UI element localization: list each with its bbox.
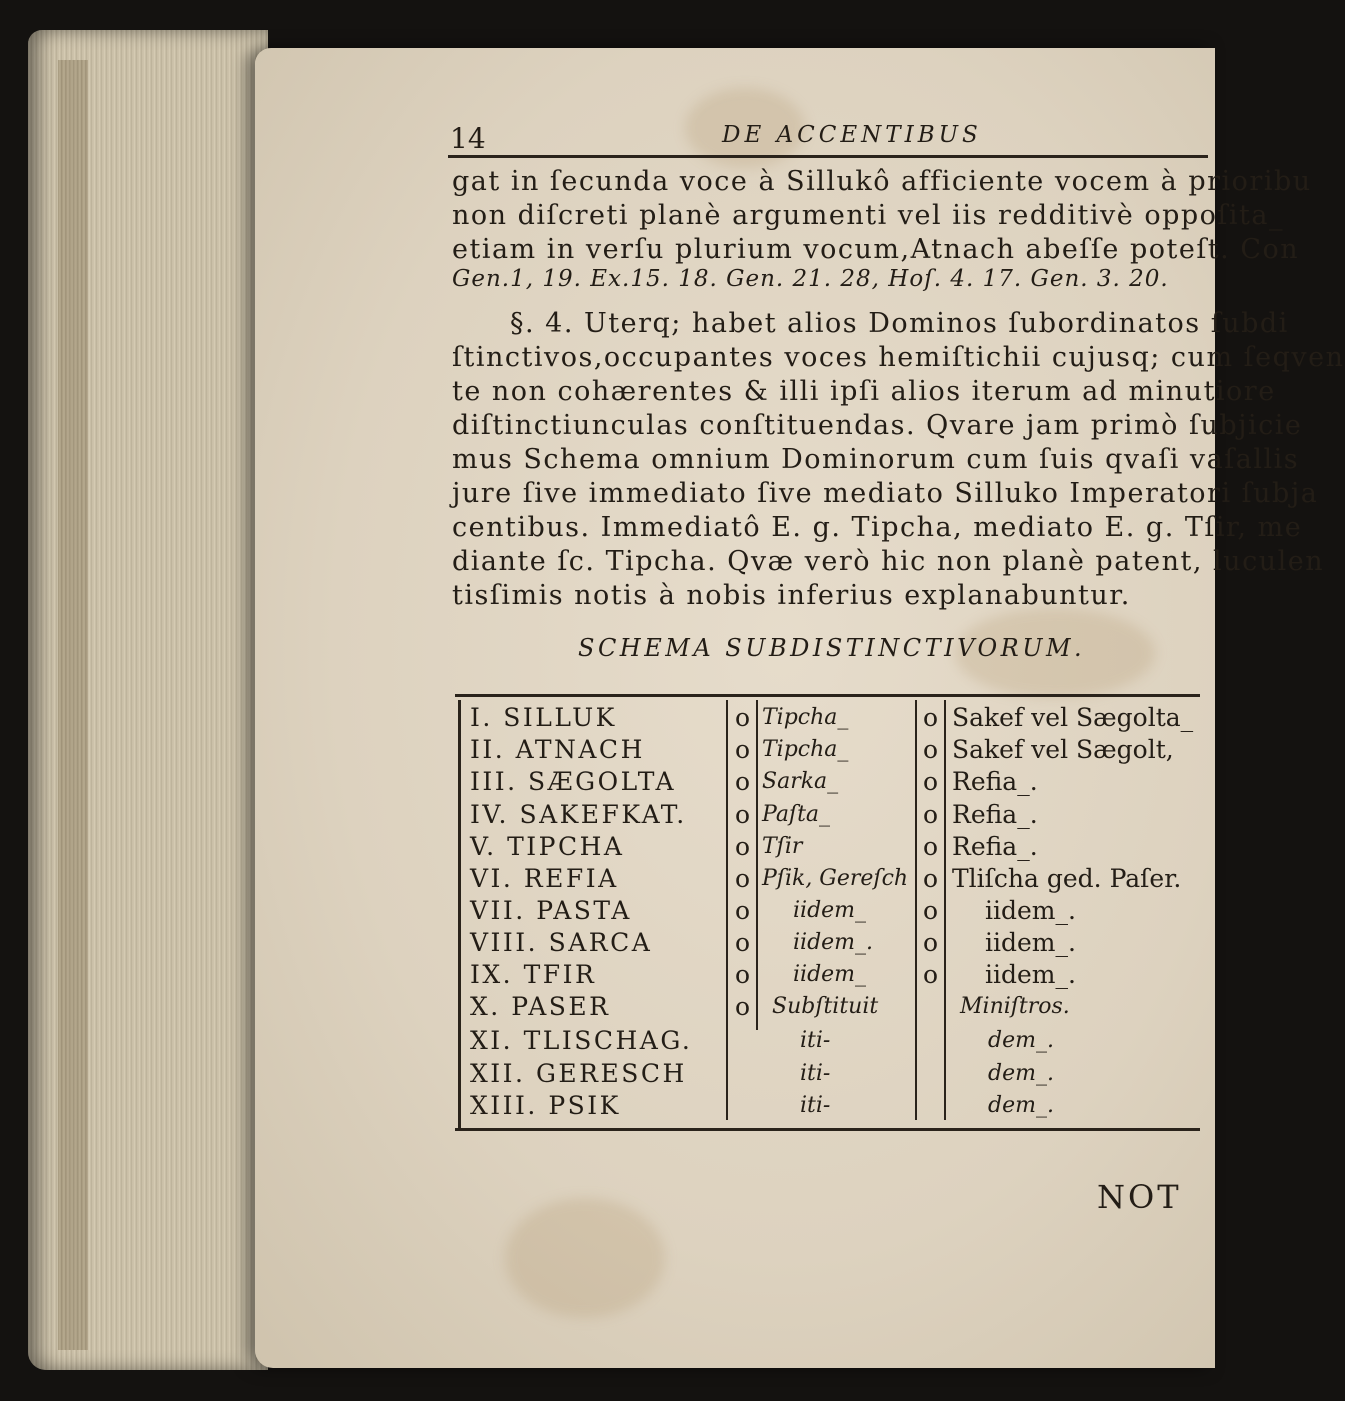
- text-line: diſtinctiunculas conſtituendas. Qvare jam primò ſubjicie: [452, 410, 1303, 441]
- catchword: NOT: [1097, 1178, 1182, 1216]
- cell-mediate: dem_.: [988, 1093, 1054, 1118]
- cell-mediate: Sakef vel Sægolta_: [952, 703, 1194, 732]
- schema-title: SCHEMA SUBDISTINCTIVORUM.: [578, 634, 1086, 662]
- cell-main-accent: XIII. PSIK: [470, 1091, 621, 1120]
- text-line: centibus. Immediatô E. g. Tipcha, mediato E. g. Tſir, me: [452, 512, 1303, 543]
- cell-main-accent: V. TIPCHA: [470, 832, 625, 861]
- cell-immediate: Sarka_: [762, 769, 839, 794]
- cell-immediate: iti-: [800, 1093, 831, 1118]
- text-line: tisſimis notis à nobis inferius explanabuntur.: [452, 580, 1131, 611]
- cell-marker: o: [735, 864, 751, 893]
- cell-immediate: Tipcha_: [762, 737, 849, 762]
- cell-immediate: iti-: [800, 1061, 831, 1086]
- cell-marker: o: [735, 800, 751, 829]
- cell-marker: o: [923, 735, 939, 764]
- cell-immediate: Tſir: [762, 834, 803, 859]
- cell-mediate: Miniſtros.: [960, 994, 1070, 1019]
- cell-mediate: Refia_.: [952, 767, 1038, 796]
- text-line: etiam in verſu plurium vocum,Atnach abeſſe poteſt. Con: [452, 234, 1300, 265]
- cell-marker: o: [923, 703, 939, 732]
- text-line: te non cohærentes & illi ipſi alios iterum ad minutiore: [452, 376, 1276, 407]
- cell-marker: o: [923, 767, 939, 796]
- text-line: gat in ſecunda voce à Sillukô afficiente vocem à prioribu: [452, 166, 1312, 197]
- cell-marker: o: [735, 767, 751, 796]
- text-line: jure ſive immediato ſive mediato Silluko Imperatori ſubja: [452, 478, 1319, 509]
- cell-main-accent: XI. TLISCHAG.: [470, 1026, 693, 1055]
- cell-main-accent: III. SÆGOLTA: [470, 767, 677, 796]
- cell-marker: o: [923, 800, 939, 829]
- cell-marker: o: [735, 960, 751, 989]
- cell-marker: o: [735, 896, 751, 925]
- cell-mediate: Tliſcha ged. Paſer.: [952, 864, 1182, 893]
- cell-main-accent: IV. SAKEFKAT.: [470, 800, 687, 829]
- table-bottom-rule: [455, 1128, 1200, 1131]
- cell-marker: o: [735, 928, 751, 957]
- cell-marker: o: [923, 928, 939, 957]
- cell-marker: o: [735, 832, 751, 861]
- cell-mediate: dem_.: [988, 1061, 1054, 1086]
- table-column-rule: [944, 700, 946, 1120]
- cell-marker: o: [735, 992, 751, 1021]
- cell-main-accent: VII. PASTA: [470, 896, 632, 925]
- text-line: ſtinctivos,occupantes voces hemiſtichii cujusq; cum ſeqven: [452, 342, 1345, 373]
- text-line: mus Schema omnium Dominorum cum ſuis qvaſi vaſallis: [452, 444, 1300, 475]
- cell-immediate: iidem_.: [793, 930, 874, 955]
- cell-main-accent: I. SILLUK: [470, 703, 617, 732]
- cell-main-accent: X. PASER: [470, 992, 611, 1021]
- cell-immediate: iidem_: [793, 898, 867, 923]
- table-column-rule: [915, 700, 917, 1120]
- cell-marker: o: [923, 832, 939, 861]
- cell-mediate: dem_.: [988, 1028, 1054, 1053]
- cell-mediate: iidem_.: [985, 896, 1076, 925]
- cell-marker: o: [735, 703, 751, 732]
- cell-main-accent: IX. TFIR: [470, 960, 597, 989]
- running-title: DE ACCENTIBUS: [722, 122, 982, 148]
- cell-immediate: Pſik, Gereſch: [762, 866, 909, 891]
- text-line: non diſcreti planè argumenti vel iis redditivè oppoſita_: [452, 200, 1284, 231]
- cell-main-accent: VI. REFIA: [470, 864, 619, 893]
- cell-immediate: Paſta_: [762, 802, 831, 827]
- cell-marker: o: [923, 864, 939, 893]
- cell-mediate: iidem_.: [985, 928, 1076, 957]
- cell-main-accent: VIII. SARCA: [470, 928, 653, 957]
- cell-mediate: iidem_.: [985, 960, 1076, 989]
- cell-mediate: Refia_.: [952, 832, 1038, 861]
- cell-immediate: iti-: [800, 1028, 831, 1053]
- cell-marker: o: [923, 896, 939, 925]
- cell-mediate: Refia_.: [952, 800, 1038, 829]
- text-line: diante ſc. Tipcha. Qvæ verò hic non planè patent, luculen: [452, 546, 1325, 577]
- table-column-rule: [726, 700, 728, 1120]
- cell-immediate: Tipcha_: [762, 705, 849, 730]
- cell-immediate: iidem_: [793, 962, 867, 987]
- cell-main-accent: XII. GERESCH: [470, 1059, 687, 1088]
- table-column-rule: [756, 700, 758, 1030]
- cell-mediate: Sakef vel Sægolt,: [952, 735, 1174, 764]
- cell-main-accent: II. ATNACH: [470, 735, 645, 764]
- page-number: 14: [450, 122, 486, 155]
- cell-marker: o: [923, 960, 939, 989]
- text-line-references: Gen.1, 19. Ex.15. 18. Gen. 21. 28, Hoſ. 4. 17. Gen. 3. 20.: [452, 266, 1169, 292]
- table-top-rule: [455, 694, 1200, 697]
- cell-marker: o: [735, 735, 751, 764]
- table-left-bracket: [458, 700, 461, 1130]
- text-line: §. 4. Uterq; habet alios Dominos ſubordinatos ſubdi: [510, 308, 1289, 339]
- cell-immediate: Subſtituit: [772, 994, 879, 1019]
